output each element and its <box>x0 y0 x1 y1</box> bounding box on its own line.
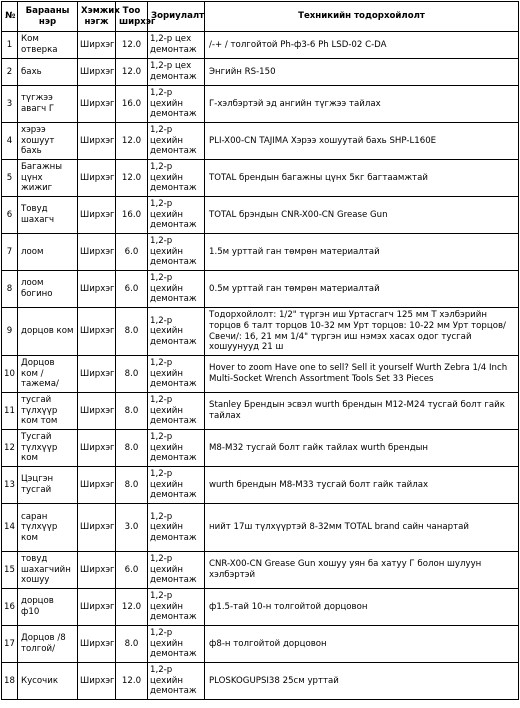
cell-unit: Ширхэг <box>78 430 116 467</box>
table-row <box>2 308 519 356</box>
header-row <box>2 2 519 32</box>
cell-qty: 6.0 <box>116 234 148 271</box>
cell-purpose: 1,2-р цехийн демонтаж <box>148 393 205 430</box>
cell-qty: 3.0 <box>116 504 148 552</box>
table-row <box>2 234 519 271</box>
cell-purpose: 1,2-р цехийн демонтаж <box>148 197 205 234</box>
cell-spec: ф1.5-тай 10-н толгойтой дорцовон <box>205 589 519 626</box>
cell-spec: ф8-н толгойтой дорцовон <box>205 626 519 663</box>
header-name: Барааны нэр <box>18 2 78 32</box>
cell-spec: нийт 17ш түлхүүртэй 8-32мм TOTAL brand сайн чанартай <box>205 504 519 552</box>
header-purpose: Зориулалт <box>148 2 205 32</box>
cell-num: 7 <box>2 234 18 271</box>
table-row <box>2 552 519 589</box>
cell-num: 12 <box>2 430 18 467</box>
cell-unit: Ширхэг <box>78 160 116 197</box>
header-qty: Тоо ширхэг <box>116 2 148 32</box>
cell-spec: Энгийн RS-150 <box>205 59 519 86</box>
cell-name: лоом богино <box>18 271 78 308</box>
cell-qty: 8.0 <box>116 308 148 356</box>
cell-name: дорцов ф10 <box>18 589 78 626</box>
cell-unit: Ширхэг <box>78 552 116 589</box>
cell-qty: 8.0 <box>116 626 148 663</box>
cell-qty: 12.0 <box>116 32 148 59</box>
table-row <box>2 160 519 197</box>
cell-num: 5 <box>2 160 18 197</box>
cell-unit: Ширхэг <box>78 589 116 626</box>
cell-spec: TOTAL брэндын CNR-X00-CN Grease Gun <box>205 197 519 234</box>
cell-purpose: 1,2-р цехийн демонтаж <box>148 467 205 504</box>
cell-num: 18 <box>2 663 18 700</box>
table-row <box>2 271 519 308</box>
cell-num: 8 <box>2 271 18 308</box>
cell-num: 15 <box>2 552 18 589</box>
cell-unit: Ширхэг <box>78 393 116 430</box>
cell-name: Цэцгэн тусгай <box>18 467 78 504</box>
table-row <box>2 504 519 552</box>
table-row <box>2 123 519 160</box>
cell-unit: Ширхэг <box>78 467 116 504</box>
cell-unit: Ширхэг <box>78 663 116 700</box>
cell-name: саран түлхүүр ком <box>18 504 78 552</box>
cell-purpose: 1,2-р цехийн демонтаж <box>148 626 205 663</box>
cell-qty: 8.0 <box>116 356 148 393</box>
cell-purpose: 1,2-р цехийн демонтаж <box>148 356 205 393</box>
cell-spec: Тодорхойлолт: 1/2" түргэн иш Уртасгагч 125 мм Т хэлбэрийн торцов 6 талт торцов 10-32 мм Урт торцов: 10-22 мм Урт торцов/Свечи/: 16, 21 мм 1/4" түргэн иш нэмэх хасах одог тусгай хошуунууд 21 ш <box>205 308 519 356</box>
cell-spec: wurth брендын M8-M33 тусгай болт гайк тайлах <box>205 467 519 504</box>
cell-num: 2 <box>2 59 18 86</box>
cell-qty: 8.0 <box>116 430 148 467</box>
cell-name: Дорцов /8 толгой/ <box>18 626 78 663</box>
table-row <box>2 626 519 663</box>
cell-spec: PLOSKOGUPSI38 25см урттай <box>205 663 519 700</box>
table-row <box>2 197 519 234</box>
header-spec: Техникийн тодорхойлолт <box>205 2 519 32</box>
cell-unit: Ширхэг <box>78 123 116 160</box>
cell-num: 16 <box>2 589 18 626</box>
cell-unit: Ширхэг <box>78 59 116 86</box>
table-row <box>2 430 519 467</box>
cell-name: хэрээ хошуут бахь <box>18 123 78 160</box>
table-row <box>2 356 519 393</box>
cell-purpose: 1,2-р цехийн демонтаж <box>148 663 205 700</box>
cell-unit: Ширхэг <box>78 271 116 308</box>
cell-qty: 16.0 <box>116 197 148 234</box>
cell-purpose: 1,2-р цехийн демонтаж <box>148 552 205 589</box>
cell-qty: 12.0 <box>116 663 148 700</box>
cell-unit: Ширхэг <box>78 234 116 271</box>
cell-num: 6 <box>2 197 18 234</box>
cell-name: Кусочик <box>18 663 78 700</box>
cell-qty: 12.0 <box>116 589 148 626</box>
table-row <box>2 86 519 123</box>
cell-unit: Ширхэг <box>78 32 116 59</box>
cell-purpose: 1,2-р цехийн демонтаж <box>148 271 205 308</box>
table-row <box>2 663 519 700</box>
cell-purpose: 1,2-р цехийн демонтаж <box>148 504 205 552</box>
cell-spec: 1.5м урттай ган төмрөн материалтай <box>205 234 519 271</box>
cell-name: түгжээ авагч Г <box>18 86 78 123</box>
header-num: № <box>2 2 18 32</box>
cell-spec: CNR-X00-CN Grease Gun хошуу уян ба хатуу Г болон шулуун хэлбэртэй <box>205 552 519 589</box>
cell-name: Дорцов ком /тажема/ <box>18 356 78 393</box>
cell-spec: Stanley Брендын эсвэл wurth брендын M12-M24 тусгай болт гайк тайлах <box>205 393 519 430</box>
cell-name: Тусгай түлхүүр ком <box>18 430 78 467</box>
cell-purpose: 1,2-р цех демонтаж <box>148 59 205 86</box>
cell-spec: Hover to zoom Have one to sell? Sell it yourself Wurth Zebra 1/4 Inch Multi-Socket Wrench Assortment Tools Set 33 Pieces <box>205 356 519 393</box>
cell-name: тусгай түлхүүр ком том <box>18 393 78 430</box>
table-row <box>2 467 519 504</box>
cell-num: 14 <box>2 504 18 552</box>
cell-num: 9 <box>2 308 18 356</box>
items-table <box>1 1 519 700</box>
cell-qty: 6.0 <box>116 271 148 308</box>
table-row <box>2 32 519 59</box>
cell-purpose: 1,2-р цехийн демонтаж <box>148 430 205 467</box>
cell-spec: TOTAL брендын багажны цүнх 5кг багтаамжтай <box>205 160 519 197</box>
cell-num: 3 <box>2 86 18 123</box>
cell-name: бахь <box>18 59 78 86</box>
cell-unit: Ширхэг <box>78 197 116 234</box>
cell-spec: 0.5м урттай ган төмрөн материалтай <box>205 271 519 308</box>
cell-purpose: 1,2-р цехийн демонтаж <box>148 308 205 356</box>
cell-qty: 8.0 <box>116 393 148 430</box>
cell-num: 13 <box>2 467 18 504</box>
cell-unit: Ширхэг <box>78 356 116 393</box>
cell-purpose: 1,2-р цех демонтаж <box>148 32 205 59</box>
cell-purpose: 1,2-р цехийн демонтаж <box>148 160 205 197</box>
header-unit: Хэмжих нэгж <box>78 2 116 32</box>
cell-qty: 16.0 <box>116 86 148 123</box>
cell-qty: 8.0 <box>116 467 148 504</box>
cell-num: 4 <box>2 123 18 160</box>
cell-purpose: 1,2-р цехийн демонтаж <box>148 123 205 160</box>
cell-spec: Г-хэлбэртэй эд ангийн түгжээ тайлах <box>205 86 519 123</box>
cell-name: Товуд шахагч <box>18 197 78 234</box>
cell-unit: Ширхэг <box>78 86 116 123</box>
cell-name: дорцов ком <box>18 308 78 356</box>
table-row <box>2 393 519 430</box>
cell-unit: Ширхэг <box>78 626 116 663</box>
cell-spec: PLI-X00-CN TAJIMA Хэрээ хошуутай бахь SHP-L160E <box>205 123 519 160</box>
cell-name: Багажны цүнх жижиг <box>18 160 78 197</box>
cell-name: товуд шахагчийн хошуу <box>18 552 78 589</box>
cell-spec: /-+ / толгойтой Ph-ф3-6 Ph LSD-02 C-DA <box>205 32 519 59</box>
cell-purpose: 1,2-р цехийн демонтаж <box>148 86 205 123</box>
cell-spec: M8-M32 тусгай болт гайк тайлах wurth брендын <box>205 430 519 467</box>
cell-purpose: 1,2-р цехийн демонтаж <box>148 234 205 271</box>
cell-qty: 12.0 <box>116 160 148 197</box>
table-row <box>2 59 519 86</box>
cell-unit: Ширхэг <box>78 504 116 552</box>
cell-num: 17 <box>2 626 18 663</box>
cell-qty: 12.0 <box>116 59 148 86</box>
cell-num: 10 <box>2 356 18 393</box>
cell-qty: 12.0 <box>116 123 148 160</box>
cell-num: 1 <box>2 32 18 59</box>
cell-unit: Ширхэг <box>78 308 116 356</box>
table-row <box>2 589 519 626</box>
cell-num: 11 <box>2 393 18 430</box>
cell-name: Ком отверка <box>18 32 78 59</box>
cell-name: лоом <box>18 234 78 271</box>
cell-purpose: 1,2-р цехийн демонтаж <box>148 589 205 626</box>
cell-qty: 6.0 <box>116 552 148 589</box>
